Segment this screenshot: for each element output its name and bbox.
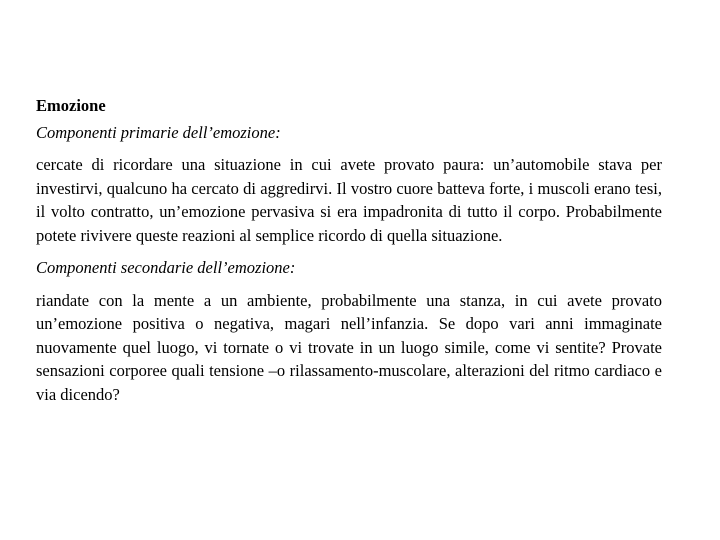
section-heading-secondary: Componenti secondarie dell’emozione:	[36, 258, 296, 277]
section-text-secondary: riandate con la mente a un ambiente, probabilmente una stanza, in cui avete provato un’emozione positiva o negativa, magari nell’infanzia. Se dopo vari anni immaginate nuovamente quel luogo, vi tornate o vi trovate in un luogo simile, come vi sentite? Provate sensazioni corporee quali tensione –o rilassamento-muscolare, alterazioni del ritmo cardiaco e via dicendo?	[36, 290, 662, 404]
slide-content	[36, 94, 662, 415]
document-title: Emozione	[36, 96, 106, 115]
section-text-primary: cercate di ricordare una situazione in cui avete provato paura: un’automobile stava per investirvi, qualcuno ha cercato di aggredirvi. Il vostro cuore batteva forte, i muscoli erano tesi, il volto contratto, un’emozione pervasiva si era impadronita di tutto il corpo. Probabilmente potete rivivere queste reazioni al semplice ricordo di quella situazione.	[36, 155, 662, 245]
section-heading-primary: Componenti primarie dell’emozione:	[36, 122, 281, 142]
